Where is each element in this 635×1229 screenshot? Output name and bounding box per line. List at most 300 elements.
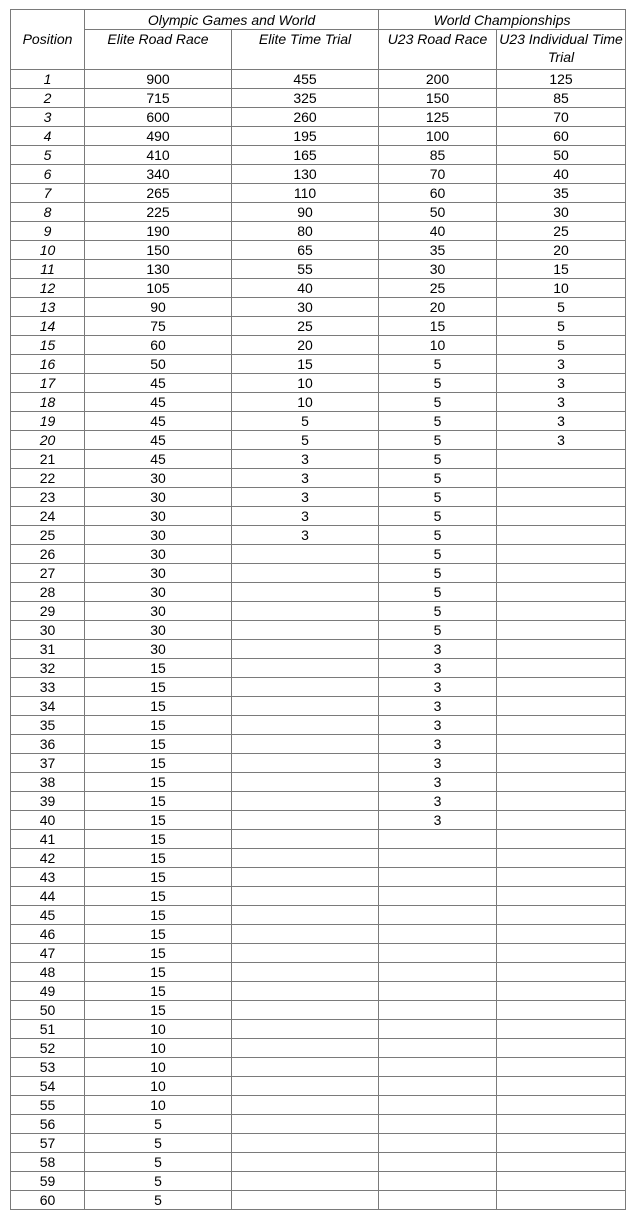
u23-individual-time-trial-cell: 3 — [497, 374, 626, 393]
position-cell: 23 — [11, 488, 85, 507]
position-cell: 10 — [11, 241, 85, 260]
u23-road-race-cell — [379, 925, 497, 944]
table-row — [11, 602, 626, 621]
table-row — [11, 716, 626, 735]
position-cell: 31 — [11, 640, 85, 659]
u23-individual-time-trial-cell — [497, 469, 626, 488]
elite-road-race-cell: 15 — [85, 773, 232, 792]
elite-road-race-cell: 15 — [85, 925, 232, 944]
u23-road-race-cell — [379, 1096, 497, 1115]
elite-road-race-cell: 30 — [85, 469, 232, 488]
elite-time-trial-cell — [232, 811, 379, 830]
position-cell: 25 — [11, 526, 85, 545]
elite-time-trial-cell: 40 — [232, 279, 379, 298]
position-cell: 13 — [11, 298, 85, 317]
u23-road-race-cell — [379, 1020, 497, 1039]
u23-road-race-cell — [379, 1115, 497, 1134]
elite-road-race-cell: 10 — [85, 1020, 232, 1039]
u23-individual-time-trial-cell: 3 — [497, 431, 626, 450]
u23-individual-time-trial-cell — [497, 887, 626, 906]
elite-road-race-cell: 30 — [85, 602, 232, 621]
elite-road-race-cell: 410 — [85, 146, 232, 165]
position-cell: 5 — [11, 146, 85, 165]
elite-time-trial-cell — [232, 887, 379, 906]
u23-individual-time-trial-cell: 25 — [497, 222, 626, 241]
table-row — [11, 526, 626, 545]
position-cell: 8 — [11, 203, 85, 222]
u23-individual-time-trial-cell: 40 — [497, 165, 626, 184]
elite-time-trial-cell: 260 — [232, 108, 379, 127]
elite-time-trial-cell: 15 — [232, 355, 379, 374]
position-cell: 27 — [11, 564, 85, 583]
elite-time-trial-cell — [232, 640, 379, 659]
u23-road-race-cell — [379, 1191, 497, 1210]
position-cell: 17 — [11, 374, 85, 393]
elite-time-trial-cell — [232, 583, 379, 602]
elite-time-trial-cell: 455 — [232, 70, 379, 89]
elite-road-race-cell: 490 — [85, 127, 232, 146]
table-row — [11, 944, 626, 963]
elite-time-trial-cell — [232, 868, 379, 887]
u23-individual-time-trial-cell — [497, 735, 626, 754]
u23-road-race-cell — [379, 1058, 497, 1077]
position-cell: 44 — [11, 887, 85, 906]
elite-road-race-cell: 15 — [85, 659, 232, 678]
u23-road-race-cell: 3 — [379, 659, 497, 678]
u23-individual-time-trial-cell — [497, 811, 626, 830]
elite-time-trial-cell: 165 — [232, 146, 379, 165]
u23-individual-time-trial-cell — [497, 830, 626, 849]
elite-time-trial-cell — [232, 925, 379, 944]
position-cell: 26 — [11, 545, 85, 564]
u23-individual-time-trial-cell: 3 — [497, 355, 626, 374]
u23-individual-time-trial-cell — [497, 906, 626, 925]
elite-road-race-cell: 15 — [85, 963, 232, 982]
elite-road-race-cell: 15 — [85, 944, 232, 963]
position-cell: 56 — [11, 1115, 85, 1134]
table-row — [11, 89, 626, 108]
u23-road-race-cell: 35 — [379, 241, 497, 260]
column-header-position: Position — [11, 30, 85, 70]
elite-road-race-cell: 15 — [85, 735, 232, 754]
u23-road-race-cell: 60 — [379, 184, 497, 203]
elite-road-race-cell: 130 — [85, 260, 232, 279]
u23-individual-time-trial-cell: 35 — [497, 184, 626, 203]
table-row — [11, 545, 626, 564]
u23-road-race-cell: 3 — [379, 716, 497, 735]
elite-road-race-cell: 30 — [85, 583, 232, 602]
elite-time-trial-cell: 3 — [232, 488, 379, 507]
table-row — [11, 678, 626, 697]
position-cell: 39 — [11, 792, 85, 811]
group-header-row — [11, 10, 626, 30]
position-cell: 47 — [11, 944, 85, 963]
position-cell: 38 — [11, 773, 85, 792]
elite-time-trial-cell — [232, 849, 379, 868]
elite-road-race-cell: 30 — [85, 526, 232, 545]
elite-time-trial-cell: 3 — [232, 450, 379, 469]
u23-road-race-cell: 25 — [379, 279, 497, 298]
u23-road-race-cell — [379, 830, 497, 849]
u23-individual-time-trial-cell — [497, 526, 626, 545]
table-row — [11, 659, 626, 678]
elite-road-race-cell: 30 — [85, 488, 232, 507]
position-cell: 29 — [11, 602, 85, 621]
elite-time-trial-cell — [232, 1096, 379, 1115]
u23-individual-time-trial-cell: 50 — [497, 146, 626, 165]
u23-individual-time-trial-cell: 5 — [497, 298, 626, 317]
elite-road-race-cell: 30 — [85, 545, 232, 564]
u23-road-race-cell: 5 — [379, 412, 497, 431]
position-cell: 45 — [11, 906, 85, 925]
table-body — [11, 70, 626, 1210]
elite-time-trial-cell: 20 — [232, 336, 379, 355]
elite-time-trial-cell: 25 — [232, 317, 379, 336]
u23-road-race-cell: 85 — [379, 146, 497, 165]
position-cell: 24 — [11, 507, 85, 526]
elite-time-trial-cell — [232, 754, 379, 773]
table-row — [11, 374, 626, 393]
elite-road-race-cell: 60 — [85, 336, 232, 355]
table-row — [11, 1020, 626, 1039]
elite-time-trial-cell: 80 — [232, 222, 379, 241]
table-row — [11, 1058, 626, 1077]
position-cell: 30 — [11, 621, 85, 640]
u23-road-race-cell — [379, 1134, 497, 1153]
u23-individual-time-trial-cell — [497, 773, 626, 792]
table-row — [11, 1153, 626, 1172]
position-cell: 16 — [11, 355, 85, 374]
u23-road-race-cell: 70 — [379, 165, 497, 184]
elite-time-trial-cell — [232, 659, 379, 678]
position-cell: 53 — [11, 1058, 85, 1077]
elite-road-race-cell: 150 — [85, 241, 232, 260]
position-cell: 40 — [11, 811, 85, 830]
elite-time-trial-cell — [232, 564, 379, 583]
position-cell: 41 — [11, 830, 85, 849]
u23-road-race-cell: 3 — [379, 811, 497, 830]
u23-road-race-cell: 5 — [379, 374, 497, 393]
position-cell: 51 — [11, 1020, 85, 1039]
position-cell: 50 — [11, 1001, 85, 1020]
position-cell: 60 — [11, 1191, 85, 1210]
elite-time-trial-cell — [232, 678, 379, 697]
u23-individual-time-trial-cell: 15 — [497, 260, 626, 279]
elite-road-race-cell: 45 — [85, 374, 232, 393]
u23-road-race-cell — [379, 1077, 497, 1096]
position-cell: 57 — [11, 1134, 85, 1153]
table-row — [11, 583, 626, 602]
position-cell: 11 — [11, 260, 85, 279]
elite-time-trial-cell: 10 — [232, 393, 379, 412]
u23-individual-time-trial-cell: 10 — [497, 279, 626, 298]
table-row — [11, 184, 626, 203]
elite-time-trial-cell — [232, 602, 379, 621]
elite-road-race-cell: 225 — [85, 203, 232, 222]
u23-road-race-cell: 50 — [379, 203, 497, 222]
position-cell: 28 — [11, 583, 85, 602]
elite-road-race-cell: 15 — [85, 1001, 232, 1020]
table-row — [11, 1039, 626, 1058]
u23-road-race-cell — [379, 906, 497, 925]
elite-time-trial-cell — [232, 830, 379, 849]
position-cell: 46 — [11, 925, 85, 944]
u23-individual-time-trial-cell — [497, 1134, 626, 1153]
table-row — [11, 1001, 626, 1020]
elite-time-trial-cell: 3 — [232, 507, 379, 526]
u23-road-race-cell: 40 — [379, 222, 497, 241]
u23-individual-time-trial-cell: 3 — [497, 412, 626, 431]
u23-individual-time-trial-cell — [497, 925, 626, 944]
elite-time-trial-cell: 10 — [232, 374, 379, 393]
elite-time-trial-cell: 130 — [232, 165, 379, 184]
u23-individual-time-trial-cell: 3 — [497, 393, 626, 412]
position-cell: 21 — [11, 450, 85, 469]
u23-individual-time-trial-cell — [497, 1001, 626, 1020]
u23-individual-time-trial-cell — [497, 450, 626, 469]
table-row — [11, 298, 626, 317]
elite-time-trial-cell — [232, 1191, 379, 1210]
group-header-blank — [11, 10, 85, 30]
table-row — [11, 868, 626, 887]
u23-individual-time-trial-cell — [497, 621, 626, 640]
elite-road-race-cell: 75 — [85, 317, 232, 336]
column-header-u23-road-race: U23 Road Race — [379, 30, 497, 70]
elite-time-trial-cell — [232, 716, 379, 735]
u23-individual-time-trial-cell — [497, 640, 626, 659]
position-cell: 9 — [11, 222, 85, 241]
position-cell: 18 — [11, 393, 85, 412]
column-header-elite-road-race: Elite Road Race — [85, 30, 232, 70]
u23-road-race-cell — [379, 944, 497, 963]
elite-time-trial-cell — [232, 1077, 379, 1096]
u23-road-race-cell — [379, 1172, 497, 1191]
table-row — [11, 697, 626, 716]
table-row — [11, 260, 626, 279]
elite-road-race-cell: 715 — [85, 89, 232, 108]
elite-time-trial-cell: 55 — [232, 260, 379, 279]
table-row — [11, 146, 626, 165]
u23-road-race-cell: 5 — [379, 564, 497, 583]
elite-road-race-cell: 900 — [85, 70, 232, 89]
u23-road-race-cell — [379, 982, 497, 1001]
u23-individual-time-trial-cell — [497, 1153, 626, 1172]
elite-road-race-cell: 15 — [85, 792, 232, 811]
table-row — [11, 849, 626, 868]
points-table — [10, 9, 626, 1210]
table-row — [11, 203, 626, 222]
elite-time-trial-cell: 3 — [232, 469, 379, 488]
table-row — [11, 963, 626, 982]
position-cell: 55 — [11, 1096, 85, 1115]
position-cell: 14 — [11, 317, 85, 336]
table-row — [11, 222, 626, 241]
u23-individual-time-trial-cell — [497, 1077, 626, 1096]
u23-individual-time-trial-cell — [497, 792, 626, 811]
u23-road-race-cell: 3 — [379, 678, 497, 697]
position-cell: 33 — [11, 678, 85, 697]
elite-road-race-cell: 15 — [85, 830, 232, 849]
table-row — [11, 108, 626, 127]
elite-time-trial-cell — [232, 1020, 379, 1039]
u23-individual-time-trial-cell — [497, 982, 626, 1001]
elite-time-trial-cell: 5 — [232, 412, 379, 431]
elite-time-trial-cell — [232, 982, 379, 1001]
u23-road-race-cell: 150 — [379, 89, 497, 108]
table-row — [11, 925, 626, 944]
table-row — [11, 336, 626, 355]
elite-road-race-cell: 340 — [85, 165, 232, 184]
position-cell: 22 — [11, 469, 85, 488]
table-row — [11, 621, 626, 640]
elite-road-race-cell: 30 — [85, 621, 232, 640]
elite-road-race-cell: 15 — [85, 716, 232, 735]
position-cell: 37 — [11, 754, 85, 773]
u23-individual-time-trial-cell — [497, 507, 626, 526]
elite-road-race-cell: 15 — [85, 982, 232, 1001]
elite-time-trial-cell — [232, 621, 379, 640]
u23-road-race-cell — [379, 1039, 497, 1058]
u23-road-race-cell: 125 — [379, 108, 497, 127]
elite-time-trial-cell — [232, 697, 379, 716]
u23-road-race-cell: 3 — [379, 640, 497, 659]
table-row — [11, 355, 626, 374]
u23-individual-time-trial-cell: 30 — [497, 203, 626, 222]
u23-road-race-cell: 5 — [379, 488, 497, 507]
elite-road-race-cell: 265 — [85, 184, 232, 203]
elite-time-trial-cell: 3 — [232, 526, 379, 545]
u23-road-race-cell — [379, 849, 497, 868]
u23-individual-time-trial-cell — [497, 564, 626, 583]
elite-road-race-cell: 190 — [85, 222, 232, 241]
u23-individual-time-trial-cell — [497, 754, 626, 773]
u23-individual-time-trial-cell: 5 — [497, 336, 626, 355]
table-row — [11, 1172, 626, 1191]
elite-time-trial-cell — [232, 944, 379, 963]
u23-road-race-cell — [379, 868, 497, 887]
elite-road-race-cell: 5 — [85, 1153, 232, 1172]
u23-individual-time-trial-cell — [497, 963, 626, 982]
u23-road-race-cell: 5 — [379, 526, 497, 545]
column-header-u23-individual-time-trial: U23 Individual Time Trial — [497, 30, 626, 70]
u23-individual-time-trial-cell: 5 — [497, 317, 626, 336]
elite-road-race-cell: 15 — [85, 849, 232, 868]
elite-time-trial-cell — [232, 1153, 379, 1172]
u23-individual-time-trial-cell — [497, 1191, 626, 1210]
position-cell: 2 — [11, 89, 85, 108]
u23-road-race-cell: 5 — [379, 431, 497, 450]
position-cell: 20 — [11, 431, 85, 450]
table-row — [11, 640, 626, 659]
u23-individual-time-trial-cell — [497, 1096, 626, 1115]
u23-road-race-cell: 3 — [379, 773, 497, 792]
table-row — [11, 450, 626, 469]
elite-road-race-cell: 105 — [85, 279, 232, 298]
position-cell: 7 — [11, 184, 85, 203]
u23-road-race-cell: 3 — [379, 697, 497, 716]
u23-road-race-cell: 5 — [379, 355, 497, 374]
u23-individual-time-trial-cell — [497, 868, 626, 887]
position-cell: 43 — [11, 868, 85, 887]
u23-road-race-cell — [379, 887, 497, 906]
u23-individual-time-trial-cell — [497, 697, 626, 716]
u23-road-race-cell: 15 — [379, 317, 497, 336]
elite-road-race-cell: 5 — [85, 1191, 232, 1210]
position-cell: 52 — [11, 1039, 85, 1058]
position-cell: 4 — [11, 127, 85, 146]
elite-time-trial-cell: 195 — [232, 127, 379, 146]
position-cell: 35 — [11, 716, 85, 735]
position-cell: 15 — [11, 336, 85, 355]
elite-time-trial-cell — [232, 1172, 379, 1191]
elite-time-trial-cell — [232, 735, 379, 754]
u23-road-race-cell: 30 — [379, 260, 497, 279]
elite-road-race-cell: 15 — [85, 678, 232, 697]
table-row — [11, 1134, 626, 1153]
u23-individual-time-trial-cell — [497, 1115, 626, 1134]
elite-time-trial-cell: 5 — [232, 431, 379, 450]
table-row — [11, 1077, 626, 1096]
table-row — [11, 811, 626, 830]
elite-road-race-cell: 90 — [85, 298, 232, 317]
table-row — [11, 735, 626, 754]
table-row — [11, 754, 626, 773]
table-row — [11, 127, 626, 146]
position-cell: 6 — [11, 165, 85, 184]
u23-individual-time-trial-cell — [497, 1020, 626, 1039]
table-row — [11, 469, 626, 488]
elite-road-race-cell: 600 — [85, 108, 232, 127]
u23-individual-time-trial-cell: 125 — [497, 70, 626, 89]
elite-time-trial-cell: 90 — [232, 203, 379, 222]
position-cell: 54 — [11, 1077, 85, 1096]
position-cell: 42 — [11, 849, 85, 868]
elite-road-race-cell: 10 — [85, 1096, 232, 1115]
elite-time-trial-cell: 30 — [232, 298, 379, 317]
u23-road-race-cell: 5 — [379, 545, 497, 564]
position-cell: 1 — [11, 70, 85, 89]
u23-road-race-cell: 5 — [379, 469, 497, 488]
elite-road-race-cell: 15 — [85, 754, 232, 773]
table-row — [11, 773, 626, 792]
u23-individual-time-trial-cell — [497, 602, 626, 621]
table-row — [11, 792, 626, 811]
elite-road-race-cell: 15 — [85, 811, 232, 830]
u23-individual-time-trial-cell: 60 — [497, 127, 626, 146]
elite-road-race-cell: 45 — [85, 412, 232, 431]
u23-individual-time-trial-cell — [497, 944, 626, 963]
table-row — [11, 165, 626, 184]
u23-individual-time-trial-cell: 20 — [497, 241, 626, 260]
u23-individual-time-trial-cell — [497, 678, 626, 697]
elite-time-trial-cell — [232, 792, 379, 811]
elite-time-trial-cell — [232, 1058, 379, 1077]
position-cell: 32 — [11, 659, 85, 678]
elite-road-race-cell: 45 — [85, 393, 232, 412]
u23-individual-time-trial-cell: 85 — [497, 89, 626, 108]
table-row — [11, 887, 626, 906]
table-row — [11, 906, 626, 925]
elite-road-race-cell: 15 — [85, 906, 232, 925]
elite-time-trial-cell — [232, 906, 379, 925]
elite-road-race-cell: 15 — [85, 697, 232, 716]
u23-road-race-cell: 10 — [379, 336, 497, 355]
elite-road-race-cell: 5 — [85, 1172, 232, 1191]
u23-road-race-cell: 5 — [379, 583, 497, 602]
elite-road-race-cell: 30 — [85, 564, 232, 583]
table-row — [11, 279, 626, 298]
u23-road-race-cell — [379, 963, 497, 982]
